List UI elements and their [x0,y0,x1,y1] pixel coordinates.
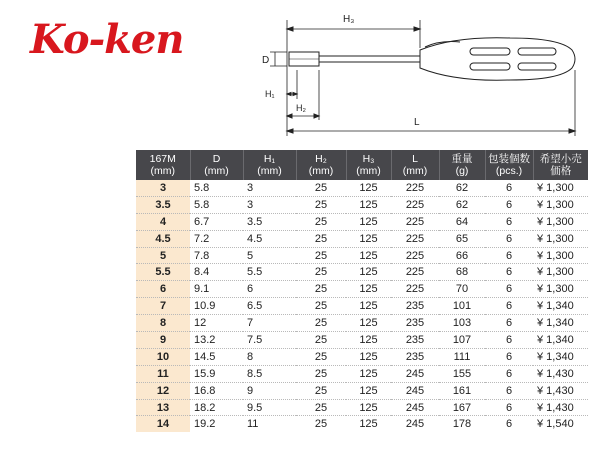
table-cell: 25 [296,365,346,382]
table-cell: 3 [243,196,296,213]
table-cell: 25 [296,348,346,365]
table-cell: 3.5 [243,213,296,230]
price-cell: ¥ 1,340 [533,315,588,332]
table-cell: 16.8 [190,382,243,399]
table-cell: 6 [485,247,533,264]
table-cell: 62 [439,180,485,196]
column-header-title: H₁ [263,153,276,165]
table-row [136,365,588,382]
table-cell: 25 [296,332,346,349]
price-cell: ¥ 1,300 [533,264,588,281]
table-cell: 8.5 [243,365,296,382]
table-cell: 225 [391,213,439,230]
table-cell: 6 [485,281,533,298]
table-cell: 225 [391,196,439,213]
price-cell: ¥ 1,430 [533,382,588,399]
table-cell: 6 [485,196,533,213]
table-cell: 235 [391,298,439,315]
price-cell: ¥ 1,340 [533,298,588,315]
table-cell: 225 [391,264,439,281]
table-cell: 245 [391,382,439,399]
column-header-unit: (g) [455,165,469,177]
size-cell: 4 [136,213,190,230]
table-cell: 7.5 [243,332,296,349]
column-header [391,150,439,180]
table-cell: 9.1 [190,281,243,298]
column-header [296,150,346,180]
column-header-title: 167M [149,153,176,165]
size-cell: 4.5 [136,230,190,247]
table-cell: 25 [296,196,346,213]
table-cell: 25 [296,230,346,247]
table-cell: 125 [346,264,391,281]
column-header-title: H₃ [362,153,375,165]
column-header-unit: (mm) [150,165,175,177]
table-cell: 11 [247,418,259,431]
table-cell: 5.8 [190,196,243,213]
table-cell: 4.5 [243,230,296,247]
column-header [533,150,588,180]
table-cell: 225 [391,247,439,264]
table-cell: 6 [505,418,513,431]
table-cell: 167 [439,399,485,416]
table-cell: 25 [296,298,346,315]
table-cell: 6 [243,281,296,298]
table-cell: 25 [296,315,346,332]
table-cell: 19.2 [194,418,216,431]
table-cell: 6.7 [190,213,243,230]
size-cell: 11 [136,365,190,382]
table-cell: 125 [346,399,391,416]
table-row [136,196,588,213]
table-cell: 125 [346,180,391,196]
table-cell: 235 [391,315,439,332]
price-cell: ¥ 1,300 [533,213,588,230]
table-row [136,298,588,315]
price-cell: ¥ 1,430 [533,399,588,416]
column-header [190,150,243,180]
table-cell: 125 [346,348,391,365]
table-row [136,230,588,247]
table-row [136,382,588,399]
table-cell: 9.5 [243,399,296,416]
price-cell: ¥ 1,340 [533,348,588,365]
table-cell: 103 [439,315,485,332]
table-cell: 9 [243,382,296,399]
table-row [136,399,588,416]
table-cell: 6.5 [243,298,296,315]
table-cell: 65 [439,230,485,247]
price-cell: ¥ 1,300 [533,196,588,213]
table-row [136,281,588,298]
table-cell: 107 [439,332,485,349]
table-cell: 6 [485,365,533,382]
table-row [136,180,588,196]
table-cell: 6 [485,315,533,332]
price-cell: ¥ 1,430 [533,365,588,382]
price-cell: ¥ 1,300 [533,247,588,264]
column-header-title: 希望小売 [539,153,582,165]
table-cell: 235 [391,348,439,365]
table-cell: 5.5 [243,264,296,281]
table-cell: 62 [439,196,485,213]
table-cell: 7.2 [190,230,243,247]
table-cell: 10.9 [190,298,243,315]
price-cell: ¥ 1,340 [533,332,588,349]
column-header-unit: (mm) [308,165,334,177]
table-row [136,416,588,432]
table-cell: 7.8 [190,247,243,264]
table-cell: 13.2 [190,332,243,349]
table-cell: 225 [391,180,439,196]
table-cell: 3 [243,180,296,196]
column-header-unit: (mm) [402,165,428,177]
spec-table [136,150,588,432]
table-row [136,315,588,332]
table-cell: 155 [439,365,485,382]
spec-table-body [136,180,588,432]
column-header-title: 包装個数 [488,153,530,165]
size-cell: 3.5 [136,196,190,213]
table-row [136,247,588,264]
table-cell: 245 [405,418,425,431]
column-header [136,150,190,180]
size-cell: 9 [136,332,190,349]
table-cell: 6 [485,348,533,365]
dim-label-h2: H₂ [296,103,306,113]
price-cell: ¥ 1,300 [533,180,588,196]
price-cell: ¥ 1,540 [537,418,574,431]
table-cell: 125 [346,365,391,382]
table-cell: 7 [243,315,296,332]
table-cell: 70 [439,281,485,298]
size-cell: 5.5 [136,264,190,281]
table-cell: 6 [485,399,533,416]
column-header-unit: (mm) [356,165,381,177]
size-cell: 13 [136,399,190,416]
column-header-unit: (pcs.) [495,165,523,177]
table-cell: 12 [190,315,243,332]
table-cell: 125 [346,332,391,349]
dim-label-h3: H₃ [343,14,355,25]
table-row [136,332,588,349]
table-cell: 161 [439,382,485,399]
table-cell: 14.5 [190,348,243,365]
column-header [439,150,485,180]
table-row [136,213,588,230]
size-cell: 12 [136,382,190,399]
price-cell: ¥ 1,300 [533,281,588,298]
table-cell: 245 [391,399,439,416]
koken-logo: Ko-ken [30,16,184,63]
table-cell: 6 [485,298,533,315]
column-header [485,150,533,180]
table-cell: 15.9 [190,365,243,382]
table-cell: 125 [359,418,378,431]
column-header-unit: 価格 [550,165,572,177]
size-cell: 8 [136,315,190,332]
table-cell: 25 [296,180,346,196]
table-cell: 18.2 [190,399,243,416]
table-cell: 25 [296,247,346,264]
table-cell: 125 [346,247,391,264]
table-cell: 125 [346,196,391,213]
table-cell: 68 [439,264,485,281]
column-header-unit: (mm) [204,165,229,177]
table-cell: 125 [346,281,391,298]
table-cell: 125 [346,213,391,230]
column-header [346,150,391,180]
nut-driver-diagram [0,0,600,150]
column-header-title: D [212,153,221,165]
column-header [243,150,296,180]
table-cell: 8 [243,348,296,365]
column-header-title: L [412,153,418,165]
price-cell: ¥ 1,300 [533,230,588,247]
table-cell: 6 [485,382,533,399]
table-cell: 6 [485,213,533,230]
table-cell: 125 [346,298,391,315]
table-cell: 245 [391,365,439,382]
size-cell: 3 [136,180,190,196]
table-cell: 25 [296,213,346,230]
column-header-unit: (mm) [257,165,282,177]
table-cell: 235 [391,332,439,349]
table-cell: 125 [346,315,391,332]
column-header-title: 重量 [451,153,473,165]
size-cell: 6 [136,281,190,298]
table-cell: 111 [439,348,485,365]
size-cell: 7 [136,298,190,315]
table-cell: 5 [243,247,296,264]
table-cell: 6 [485,332,533,349]
size-cell: 5 [136,247,190,264]
table-cell: 64 [439,213,485,230]
size-cell: 14 [136,416,190,432]
dim-label-h1: H₁ [265,89,275,99]
table-cell: 6 [485,264,533,281]
table-cell: 25 [296,382,346,399]
table-cell: 125 [346,382,391,399]
table-cell: 25 [296,281,346,298]
table-cell: 225 [391,230,439,247]
table-cell: 6 [485,230,533,247]
table-cell: 178 [452,418,472,431]
table-cell: 25 [296,399,346,416]
dim-label-l: L [414,117,420,128]
table-cell: 225 [391,281,439,298]
table-cell: 66 [439,247,485,264]
table-cell: 25 [296,264,346,281]
table-row [136,348,588,365]
table-row [136,264,588,281]
table-cell: 5.8 [190,180,243,196]
dim-label-d: D [262,55,270,66]
spec-table-header [136,150,588,180]
size-cell: 10 [136,348,190,365]
table-cell: 101 [439,298,485,315]
table-cell: 25 [314,418,328,431]
table-cell: 6 [485,180,533,196]
table-cell: 8.4 [190,264,243,281]
table-cell: 125 [346,230,391,247]
column-header-title: H₂ [315,153,327,165]
